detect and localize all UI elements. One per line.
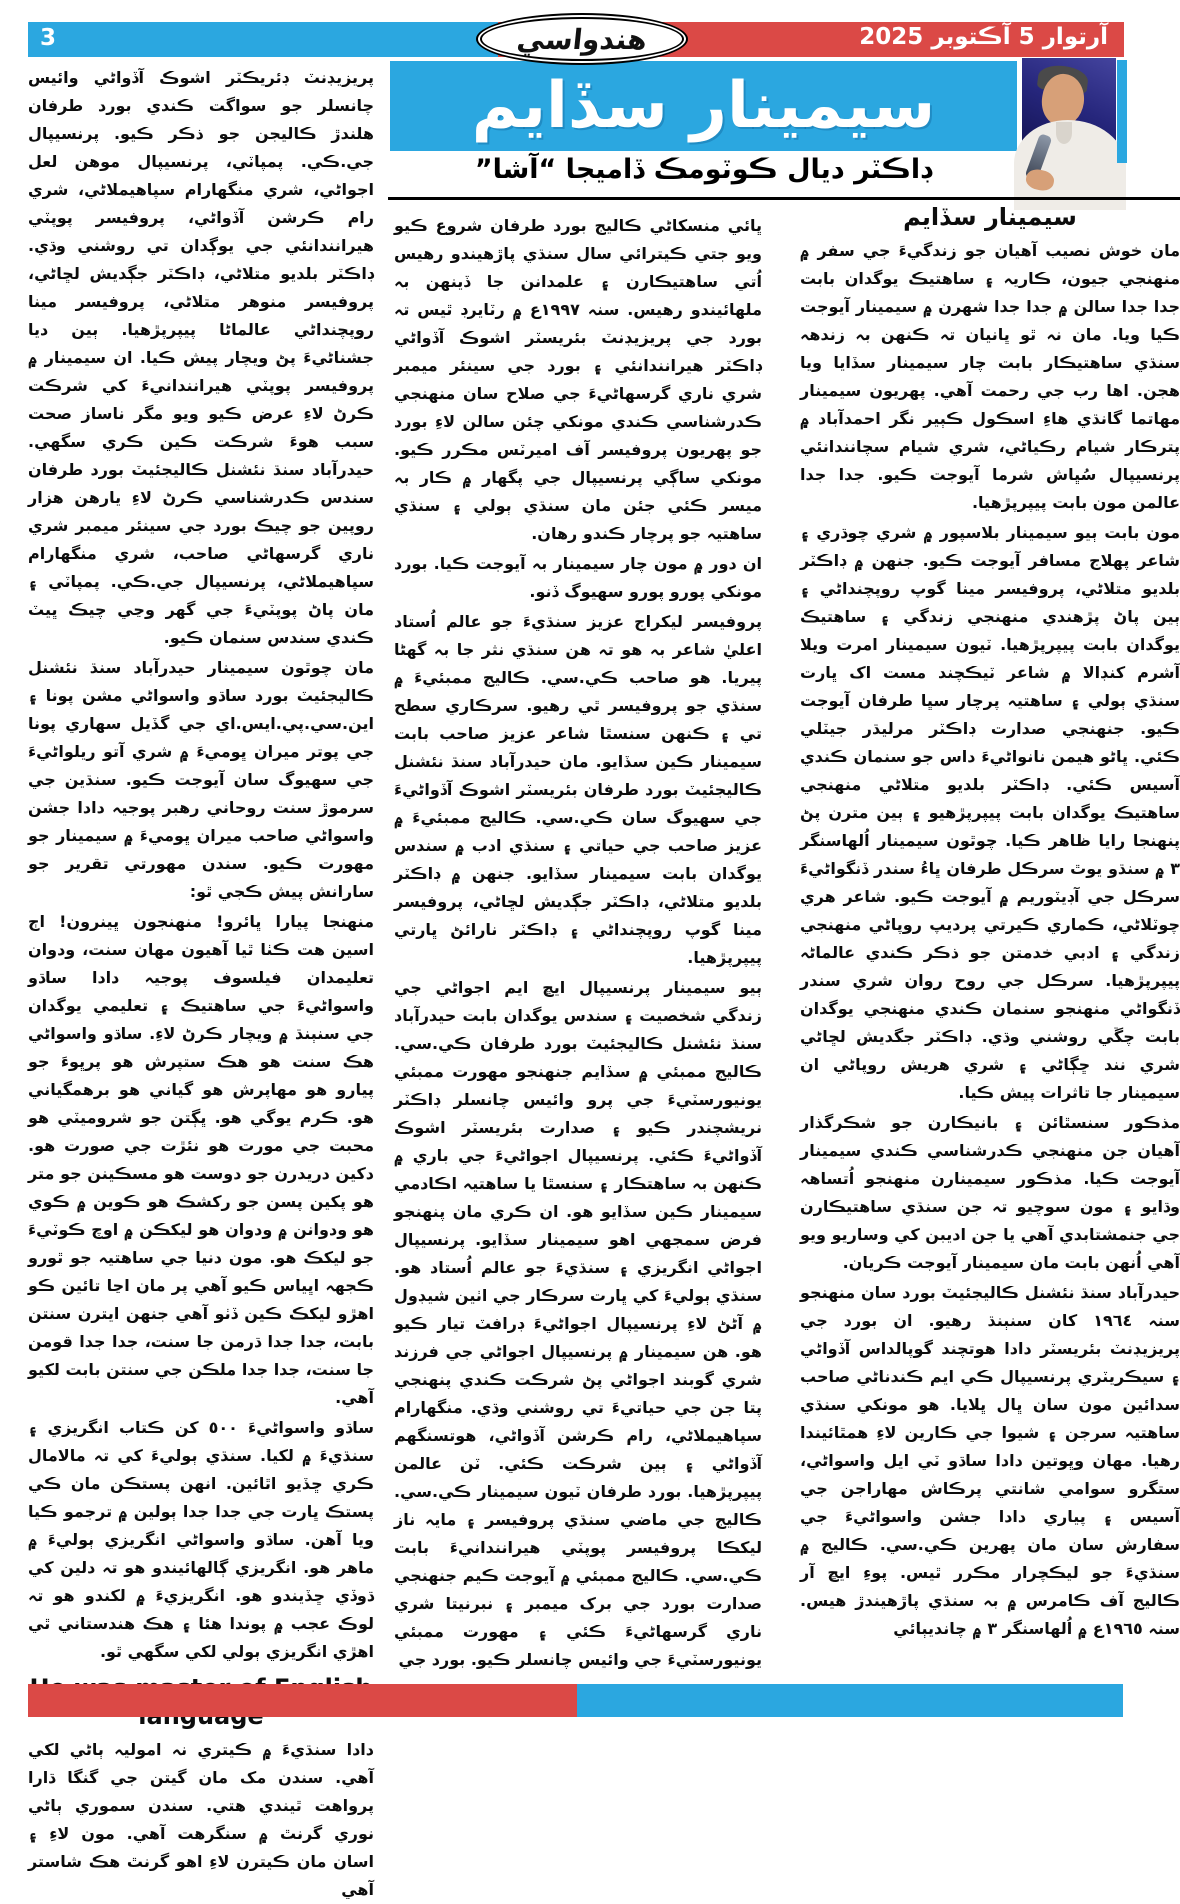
byline: ڊاڪٽر ديال ڪوٽومڪ ڏاميجا “آشا” xyxy=(474,154,933,185)
author-photo xyxy=(1022,58,1116,197)
paragraph: مون بابت ٻيو سيمينار بلاسپور ۾ شري چوڌري ۽ شاعر پهلاج مسافر آيوجت ڪيو. جنهن ۾ ڊاڪٽر بلديو متلاڻي، پروفيسر مينا گوپ روپچنداڻي ۽ ٻين پاڻ پڙهندي منهنجي زندگي ۽ ساهتيڪ يوگدان بابت پيپرپڙهيا. ٽيون سيمينار امرت ويلا آشرم کنڊالا ۾ شاعر ٽيڪچند مست اک ڀارت سنڌي ٻولي ۽ ساهتيہ پرچار سڀا طرفان آيوجت ڪيو. جنهنجي صدارت ڊاڪٽر مرليڌر جيٽلي ڪئي. ڀاڻو هيمن نانواڻيءَ داس جو سنمان ڪندي آسيس ڪئي. ڊاڪٽر بلديو متلاڻي منهنجي ساهتيڪ يوگدان بابت پيپرپڙهيو ۽ ٻين مترن پڻ پنهنجا رايا ظاهر ڪيا. چوٿون سيمينار اُلهاسنگر ٣ ۾ سنڌو يوٿ سرڪل طرفان ڀاءُ سندر ڏنگواڻيءَ سرڪل جي آڊيٽوريم ۾ آيوجت ڪيو. شاعر هري چوٽلاڻي، ڪماري ڪيرتي پرديپ روپاڻي منهنجي زندگي ۽ ادبي خدمتن جو ذڪر ڪندي عالماڻہ پيپرپڙهيا. سرڪل جي روح روان شري سندر ڏنگواڻي منهنجو سنمان ڪندي منهنجي يوگدان بابت چڱي روشني وڌي. ڊاڪٽر جگديش لڇاڻي شري نند ڇڳاڻي ۽ شري هريش روپاڻي ان سيمينار جا تاثرات پيش ڪيا. xyxy=(800,523,1180,1102)
paragraph: مان خوش نصيب آهيان جو زندگيءَ جي سفر ۾ منهنجي جيون، ڪاريہ ۽ ساهتيڪ يوگدان بابت جدا جدا سالن ۾ جدا جدا شهرن ۾ سيمينار آيوجت ڪيا ويا. مان نہ ٿو ڀانيان تہ ڪنهن بہ زندهہ سنڌي ساهتيڪار بابت چار سيمينار سڏايا ويا هجن. اها رب جي رحمت آهي. پهريون سيمينار مهاتما گانڌي هاءِ اسڪول ڪٻير نگر احمدآباد ۾ پترڪار شيام رڪياڻي، شري شيام سچانندانئي پرنسيپال سُڀاش شرما آيوجت ڪيو. جدا جدا عالمن مون بابت پيپرپڙهيا. xyxy=(800,241,1180,512)
paragraph: حيدرآباد سنڌ نئشنل ڪاليجئيٽ بورد سان منهنجو سنہ ١٩٦٤ کان سنٻنڌ رهيو. ان بورد جي پريزيڊنٽ بئريسٽر دادا هوتچند گوپالداس آڏواڻي ۽ سيڪريٽري پرنسيپال ڪي ايم ڪندناڻي صاحب سدائين مون سان ڀال ڀلايا. هو مونکي سنڌي ساهتيہ سرجن ۽ شيوا جي ڪارين لاءِ همٿائيندا رهيا. مهان وڀوتين دادا ساڌو ٽي ايل واسواڻي، ستگرو سوامي شانتي پرڪاش مهاراجن جي آسيس ۽ پياري دادا جشن واسواڻيءَ جي سفارش سان مان پهرين ڪي.سي. ڪاليج ۾ سنڌيءَ جو ليڪچرار مڪرر ٿيس. پوءِ ايڇ آر ڪاليج آف ڪامرس ۾ بہ سنڌي پاڙهيندڙ هيس. سنہ ١٩٦٥ع ۾ اُلهاسنگر ٣ ۾ چانديٻائي xyxy=(800,1283,1180,1638)
photo-collar xyxy=(1056,122,1072,144)
headline-title: سيمينار سڏايم xyxy=(471,69,936,143)
issue-date: آرتوار 5 آڪتوبر 2025 xyxy=(859,24,1108,50)
paragraph: منهنجا پيارا ڀائرو! منهنجون ڀينرون! اڄ اسين هت ڪٺا ٿيا آهيون مهان سنت، ودوان تعليمدان فيلسوف پوجيہ دادا ساڌو واسواڻيءَ جي ساهتيڪ ۽ تعليمي يوگدان جي سنٻنڌ ۾ ويچار ڪرڻ لاءِ. ساڌو واسواڻي هڪ سنت هو هڪ ستپرش هو پرڀوءَ جو پيارو هو مهاپرش هو گياني هو برهمگياني هو. ڪرم يوگي هو. ڀڳتن جو شروميٽي هو محبت جي مورت هو نئڙت جي صورت هو. دکين دريدرن جو دوست هو مسڪينن جو متر هو پکين پسن جو رکشڪ هو ڪوين ۾ ڪوي هو ودوانن ۾ ودوان هو ليکڪن ۾ اوچ ڪوٽيءَ جو ليکڪ هو. مون دنيا جي ساهتيہ جو ٿورو ڪجهہ اڀياس ڪيو آهي پر مان اڃا تائين ڪو اهڙو ليکڪ ڪين ڏٺو آهي جنهن ايترن سنتن بابت، جدا جدا ڌرمن جا سنت، جدا جدا قومن جا سنت، جدا جدا ملڪن جي سنتن بابت لکيو آهي. xyxy=(28,912,374,1407)
top-bar xyxy=(28,22,1124,57)
paragraph: دادا سنڌيءَ ۾ ڪيتري نہ اموليہ ٻاڻي لکي آهي. سندن مک مان گيتن جي گنگا ڌارا پرواهت ٿيندي هتي. سندن سموري ٻاڻي نوري گرنٿ ۾ سنگرهت آهي. مون لاءِ ۽ اسان مان ڪيترن لاءِ اهو گرنٿ هڪ شاستر آهي xyxy=(28,1740,374,1899)
paragraph: پريزيڊنٽ ڊئريڪٽر اشوڪ آڏواڻي وائيس چانسلر جو سواگت ڪندي بورد طرفان هلندڙ ڪاليجن جو ذڪر ڪيو. پرنسيپال جي.ڪي. پمپاٽي، پرنسيپال موهن لعل اجواڻي، شري منگهارام سپاهيملاڻي، شري رام ڪرشن آڏواڻي، پروفيسر پوپٽي هيرانندانئي جي يوڳدان تي روشني وڌي. ڊاڪٽر بلديو متلاڻي، ڊاڪٽر جڳديش لڇاڻي، پروفيسر منوهر متلاڻي، پروفيسر مينا روپچنداڻي عالماڻا پيپرپڙهيا. ٻين ديا جشناڻيءَ پڻ ويچار پيش ڪيا. ان سيمينار ۾ پروفيسر پوپٽي هيرانندانيءَ کي شرڪت ڪرڻ لاءِ عرض ڪيو ويو مگر ناساز صحت سبب هوءَ شرڪت ڪين ڪري سگهي. حيدرآباد سنڌ نئشنل ڪاليجئيٽ بورد طرفان سندس ڪدرشناسي ڪرڻ لاءِ يارهن هزار روپين جو چيڪ بورد جي سينئر ميمبر شري ناري گرسهاڻي صاحب، شري منگهارام سپاهيملاڻي، پرنسيپال جي.ڪي. پمپاٽي ۽ مان پاڻ پوپٽيءَ جي گهر وڃي چيڪ ڀيٽ ڪندي سندس سنمان ڪيو. xyxy=(28,68,374,647)
column-middle xyxy=(394,212,762,1670)
page-number: 3 xyxy=(40,25,57,51)
paragraph: مذڪور سنسٿائن ۽ بانيڪارن جو شڪرگذار آهيان جن منهنجي ڪدرشناسي ڪندي سيمينار آيوجت ڪيا. مذڪور سيمينارن منهنجو اُتساهہ وڌايو ۽ مون سوچيو تہ جن سنڌي ساهتيڪارن جي جنمشتابدي آهي يا جن اديبن کي وساريو ويو آهي اُنهن بابت مان سيمينار آيوجت ڪريان. xyxy=(800,1113,1180,1272)
photo-accent-strip xyxy=(1117,60,1127,163)
masthead-logo xyxy=(476,13,688,65)
paper-name: هندواسي xyxy=(515,22,649,56)
column-left xyxy=(28,64,374,1899)
headline-box xyxy=(390,61,1017,151)
bottom-bar-blue-segment xyxy=(577,1684,1123,1717)
header-divider-rule xyxy=(388,197,1180,200)
paragraph: ٻيو سيمينار پرنسيپال ايڇ ايم اجواڻي جي زندگي شخصيت ۽ سندس يوگدان بابت حيدرآباد سنڌ نئشنل ڪاليجئيٽ بورد طرفان ڪي.سي. ڪاليج ممبئي ۾ سڏايم جنهنجو مهورت ممبئي يونيورسٽيءَ جي پرو وائيس چانسلر ڊاڪٽر نريشچندر ڪيو ۽ صدارت بئريسٽر اشوڪ آڏواڻيءَ ڪئي. پرنسيپال اجواڻيءَ جي باري ۾ ڪنهن بہ ساهتڪار ۽ سنسٿا يا ساهتيہ اڪادمي سيمينار ڪين سڏايو هو. ان ڪري مان پنهنجو فرض سمجهي اهو سيمينار سڏايو. پرنسيپال اجواڻي انگريزي ۽ سنڌيءَ جو عالم اُستاد هو. سنڌي ٻوليءَ کي ڀارت سرڪار جي اٺين شيڊول ۾ آڻڻ لاءِ پرنسيپال اجواڻيءَ ڊرافٽ تيار ڪيو هو. هن سيمينار ۾ پرنسيپال اجواڻي جي فرزند شري گوبند اجواڻي پڻ شرڪت ڪندي پنهنجي پتا جن جي حياتيءَ تي روشني وڌي. منگهارام سپاهيملاڻي، رام ڪرشن آڏواڻي، هوتسنگهم آڏواڻي ۽ ٻين شرڪت ڪئي. ٽن عالمن پيپرپڙهيا. بورد طرفان ٽيون سيمينار ڪي.سي. ڪاليج جي ماضي سنڌي پروفيسر ۽ مايہ ناز ليکڪا پروفيسر پوپٽي هيرانندانيءَ بابت ڪي.سي. ڪاليج ممبئي ۾ آيوجت ڪيم جنهنجي صدارت بورد جي برک ميمبر ۽ نبرنيتا شري ناري گرسهاڻيءَ ڪئي ۽ مهورت ممبئي يونيورسٽيءَ جي وائيس چانسلر ڪيو. بورد جي xyxy=(394,978,762,1669)
paragraph: ساڌو واسواڻيءَ ٥٠٠ کن ڪتاب انگريزي ۽ سنڌيءَ ۾ لکيا. سنڌي ٻوليءَ کي تہ مالامال ڪري ڇڏيو اٿائين. انهن پستڪن مان ڪي پستڪ ڀارت جي جدا جدا ٻولين ۾ ترجمو ڪيا ويا آهن. ساڌو واسواڻي انگريزي ٻوليءَ ۾ ماهر هو. انگريزي ڳالهائيندو هو تہ دلين کي ڌوڏي ڇڏيندو هو. انگريزيءَ ۾ لکندو هو تہ لوڪ عجب ۾ پوندا هئا ۽ هڪ هندستاني ٿي اهڙي انگريزي ٻولي لکي سگهي ٿو. xyxy=(28,1418,374,1661)
column-right xyxy=(800,203,1180,1669)
paragraph: ڀائي منسکاڻي ڪاليج بورد طرفان شروع ڪيو ويو جتي ڪيترائي سال سنڌي پاڙهيندو رهيس اُتي ساهتيڪارن ۽ علمدانن جا ڏينهن بہ ملهائيندو رهيس. سنہ ١٩٩٧ع ۾ رٽايرڊ ٿيس تہ بورد جي پريزيڊنٽ بئريسٽر اشوڪ آڏواڻي ڊاڪٽر هيرانندانئي ۽ بورد جي سينئر ميمبر شري ناري گرسهاڻيءَ جي صلاح سان منهنجي ڪدرشناسي ڪندي مونکي چئن سالن لاءِ بورد جو پهريون پروفيسر آف اميرٽس مڪرر ڪيو. مونکي ساڳي پرنسيپال جي پگهار ۾ ڪار بہ ميسر ڪئي جئن مان سنڌي ٻولي ۽ سنڌي ساهتيہ جو پرچار ڪندو رهان. xyxy=(394,216,762,543)
paragraph: ان دور ۾ مون چار سيمينار بہ آيوجت ڪيا. بورد مونکي پورو پورو سهيوگ ڏنو. xyxy=(394,554,762,601)
paragraph: پروفيسر ليکراج عزيز سنڌيءَ جو عالم اُستاد اعليٰ شاعر بہ هو تہ هن سنڌي نثر جا بہ گهڻا پيريا. هو صاحب ڪي.سي. ڪاليج ممبئيءَ ۾ سنڌي جو پروفيسر ٿي رهيو. سرڪاري سطح تي ۽ ڪنهن سنسٿا شاعر عزيز صاحب بابت سيمينار ڪين سڏايو. مان حيدرآباد سنڌ نئشنل ڪاليجئيٽ بورد طرفان بئريسٽر اشوڪ آڏواڻيءَ جي سهيوگ سان ڪي.سي. ڪاليج ممبئيءَ ۾ عزيز صاحب جي حياتي ۽ سنڌي ادب ۾ سندس يوگدان بابت سيمينار سڏايو. جنهن ۾ ڊاڪٽر بلديو متلاڻي، ڊاڪٽر جڳديش لڇاڻي، پروفيسر مينا گوپ روپچنداڻي ۽ ڊاڪٽر نارائڻ ڀارتي پيپرپڙهيا. xyxy=(394,612,762,967)
column-heading: سيمينار سڏايم xyxy=(903,203,1077,231)
top-bar-blue-segment xyxy=(28,22,498,57)
paragraph: مان چوٿون سيمينار حيدرآباد سنڌ نئشنل ڪاليجئيٽ بورد ساڌو واسواڻي مشن پونا ۽ اين.سي.پي.ايس.اي جي گڏيل سهاري پونا جي پوتر ميران ڀوميءَ ۾ شري آتو ريلواڻيءَ جي سهيوگ سان آيوجت ڪيو. سنڌين جي سرموڙ سنت روحاني رهبر پوجيہ دادا جشن واسواڻي صاحب ميران ڀوميءَ ۾ سيمينار جو مهورت ڪيو. سندن مهورتي تقرير جو سارانش پيش ڪجي ٿو: xyxy=(28,658,374,901)
bottom-bar-red-segment xyxy=(28,1684,577,1717)
